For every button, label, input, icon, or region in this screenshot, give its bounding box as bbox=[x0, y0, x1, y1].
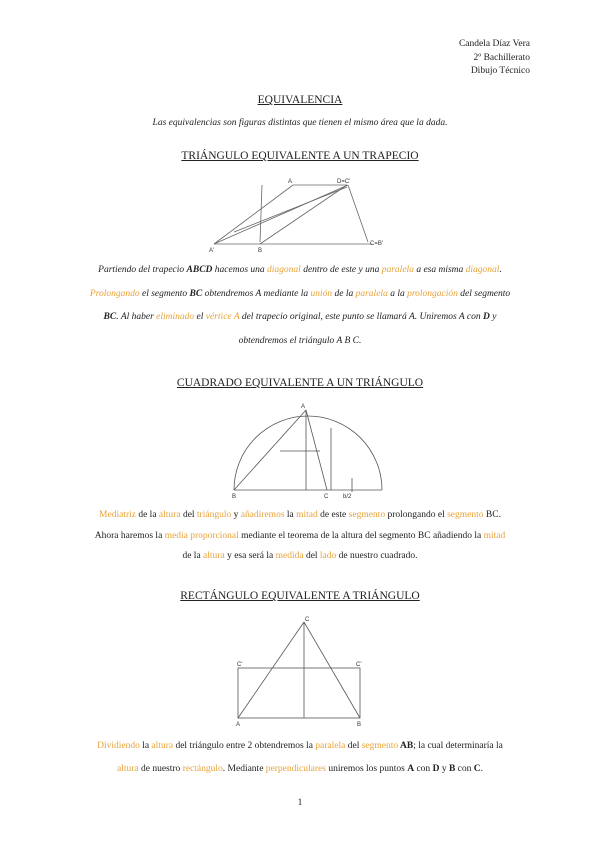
label-C: C=B' bbox=[370, 241, 383, 247]
section-text-rectangulo: Dividiendo la altura del triángulo entre 2 obtendremos la paralela del segmento AB; la cual determinaría la altura de nuestro rectángulo. Mediante perpendiculares uniremos los puntos A con D y B con C. bbox=[97, 741, 503, 774]
author-name: Candela Díaz Vera bbox=[458, 39, 530, 49]
cuadrado-figure bbox=[222, 398, 392, 502]
trapecio-diagonal-bd bbox=[260, 185, 347, 244]
section-text-trapecio: Partiendo del trapecio ABCD hacemos una diagonal dentro de este y una paralela a esa misma diagonal. Prolongando el segmento BC obtendremos A mediante la unión de la paralela a la prolongación del segmento BC. Al haber eliminado el vértice A del trapecio original, este punto se llamará A. Uniremos A con D y obtendremos el triángulo A B C. bbox=[89, 265, 511, 346]
label-b-half: b/2 bbox=[343, 494, 352, 500]
section-text-cuadrado: Mediatriz de la altura del triángulo y añadiremos la mitad de este segmento prolongando el segmento BC. Ahora haremos la media proporcional mediante el teorema de la altura del segmento BC añadiendo la mitad de la altura y esa será la medida del lado de nuestro cuadrado. bbox=[94, 510, 506, 561]
semicircle-arc bbox=[234, 416, 382, 490]
label-A-prime: A' bbox=[209, 248, 215, 252]
trapecio-side-dc bbox=[348, 185, 368, 242]
label-D: D=C' bbox=[337, 179, 351, 185]
label-A: A bbox=[301, 404, 306, 410]
label-C: C bbox=[324, 494, 329, 500]
author-header bbox=[459, 38, 530, 79]
triangle-side-ca bbox=[238, 622, 304, 718]
course-name: 2º Bachillerato bbox=[473, 52, 530, 63]
label-C: C bbox=[305, 617, 310, 623]
triangle-side-cb bbox=[304, 622, 360, 718]
triangle-side-ab bbox=[234, 410, 306, 490]
label-A: A bbox=[236, 722, 241, 728]
label-C-prime-left: C' bbox=[237, 662, 243, 668]
rectangle bbox=[238, 668, 360, 718]
label-B: B bbox=[258, 248, 263, 252]
page-title: EQUIVALENCIA bbox=[257, 94, 343, 106]
triangle-side-ac bbox=[306, 410, 327, 490]
intro-text: Las equivalencias son figuras distintas que tienen el mismo área que la dada. bbox=[152, 118, 448, 128]
section-heading-rectangulo: RECTÁNGULO EQUIVALENTE A TRIÁNGULO bbox=[180, 590, 420, 602]
section-heading-cuadrado: CUADRADO EQUIVALENTE A UN TRIÁNGULO bbox=[176, 377, 424, 389]
trapecio-join bbox=[234, 187, 347, 232]
label-C-prime-right: C' bbox=[356, 662, 362, 668]
page-number: 1 bbox=[297, 798, 303, 808]
label-A: A bbox=[288, 179, 293, 185]
label-B: B bbox=[357, 722, 362, 728]
label-B: B bbox=[232, 494, 237, 500]
trapecio-side-ab bbox=[260, 185, 262, 242]
trapecio-figure bbox=[200, 172, 410, 252]
subject-name: Dibujo Técnico bbox=[470, 66, 530, 76]
section-heading-trapecio: TRIÁNGULO EQUIVALENTE A UN TRAPECIO bbox=[181, 150, 419, 162]
rectangulo-figure bbox=[228, 612, 378, 732]
